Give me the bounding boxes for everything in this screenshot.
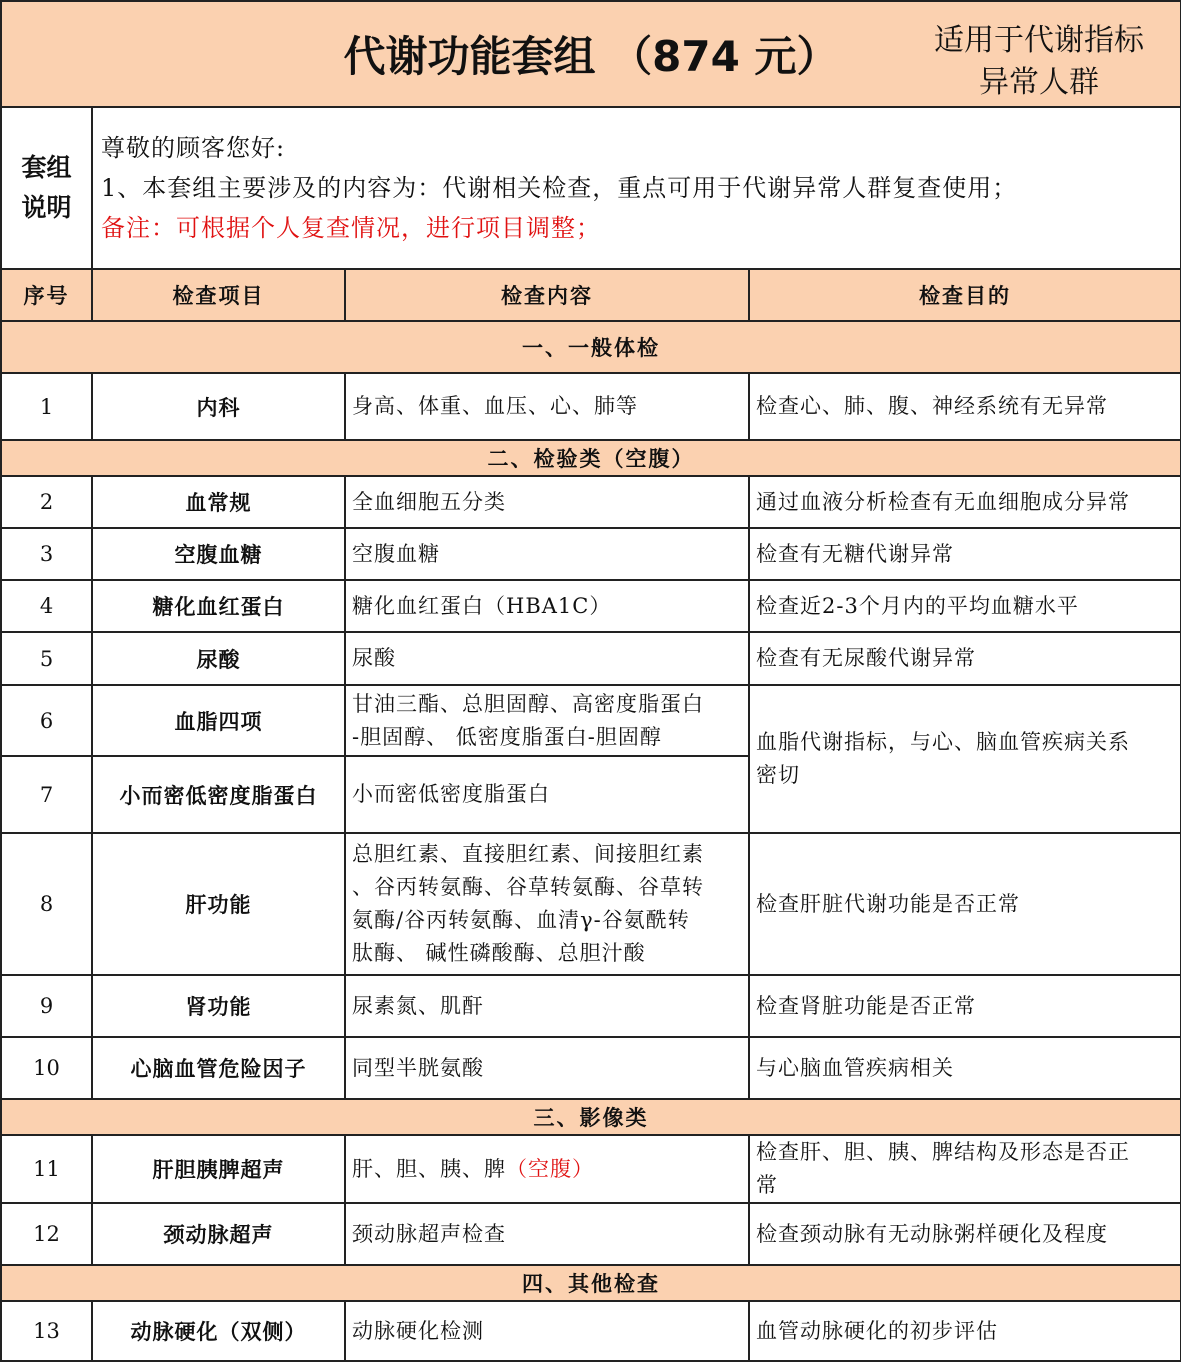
table-row — [1, 1203, 1181, 1265]
target-group: 适用于代谢指标 异常人群 — [934, 23, 1144, 100]
row-purpose: 检查有无糖代谢异常 — [749, 528, 1181, 580]
row-purpose: 检查肝脏代谢功能是否正常 — [749, 833, 1181, 975]
row-item: 血常规 — [92, 476, 345, 528]
col-header-purpose: 检查目的 — [749, 269, 1181, 321]
row-number: 2 — [1, 476, 92, 528]
row-item: 内科 — [92, 373, 345, 440]
table-row — [1, 833, 1181, 975]
row-number: 10 — [1, 1037, 92, 1099]
intro-remark: 备注：可根据个人复查情况，进行项目调整； — [101, 214, 601, 242]
table-row — [1, 476, 1181, 528]
intro-line: 1、本套组主要涉及的内容为：代谢相关检查，重点可用于代谢异常人群复查使用； — [101, 174, 1018, 202]
row-content: 糖化血红蛋白（HBA1C） — [345, 580, 749, 632]
table-row — [1, 1301, 1181, 1361]
title-row — [1, 1, 1181, 107]
row-content: 同型半胱氨酸 — [345, 1037, 749, 1099]
row-item: 尿酸 — [92, 632, 345, 685]
section-row — [1, 1265, 1181, 1301]
table-row — [1, 685, 1181, 756]
row-purpose: 血脂代谢指标，与心、脑血管疾病关系 密切 — [749, 685, 1181, 833]
section-imaging: 三、影像类 — [1, 1099, 1181, 1135]
row-number: 1 — [1, 373, 92, 440]
row-content: 尿酸 — [345, 632, 749, 685]
row-number: 3 — [1, 528, 92, 580]
table-row — [1, 975, 1181, 1037]
package-title: 代谢功能套组 （874 元） — [343, 32, 839, 81]
col-header-content: 检查内容 — [345, 269, 749, 321]
row-number: 5 — [1, 632, 92, 685]
table-row — [1, 528, 1181, 580]
row-item: 心脑血管危险因子 — [92, 1037, 345, 1099]
col-header-item: 检查项目 — [92, 269, 345, 321]
row-item: 血脂四项 — [92, 685, 345, 756]
fasting-note: （空腹） — [506, 1156, 594, 1181]
row-item: 动脉硬化（双侧） — [92, 1301, 345, 1361]
intro-greeting: 尊敬的顾客您好: — [101, 134, 286, 162]
row-content: 总胆红素、直接胆红素、间接胆红素 、谷丙转氨酶、谷草转氨酶、谷草转 氨酶/谷丙转氨酶、血清γ-谷氨酰转 肽酶、 碱性磷酸酶、总胆汁酸 — [345, 833, 749, 975]
table-row — [1, 373, 1181, 440]
row-content: 小而密低密度脂蛋白 — [345, 756, 749, 833]
intro-text — [92, 107, 1181, 269]
row-content: 尿素氮、肌酐 — [345, 975, 749, 1037]
row-content: 颈动脉超声检查 — [345, 1203, 749, 1265]
row-number: 11 — [1, 1135, 92, 1203]
row-item: 肾功能 — [92, 975, 345, 1037]
intro-row — [1, 107, 1181, 269]
row-purpose: 血管动脉硬化的初步评估 — [749, 1301, 1181, 1361]
row-purpose: 通过血液分析检查有无血细胞成分异常 — [749, 476, 1181, 528]
row-purpose: 检查近2-3个月内的平均血糖水平 — [749, 580, 1181, 632]
section-row — [1, 440, 1181, 476]
intro-label: 套组 说明 — [1, 107, 92, 269]
section-row — [1, 321, 1181, 373]
title-cell — [1, 1, 1181, 107]
row-purpose: 检查心、肺、腹、神经系统有无异常 — [749, 373, 1181, 440]
section-lab: 二、检验类（空腹） — [1, 440, 1181, 476]
row-purpose: 检查颈动脉有无动脉粥样硬化及程度 — [749, 1203, 1181, 1265]
row-number: 12 — [1, 1203, 92, 1265]
table-row — [1, 1037, 1181, 1099]
row-item: 肝功能 — [92, 833, 345, 975]
row-number: 9 — [1, 975, 92, 1037]
row-item: 小而密低密度脂蛋白 — [92, 756, 345, 833]
table-row — [1, 1135, 1181, 1203]
row-content: 身高、体重、血压、心、肺等 — [345, 373, 749, 440]
row-purpose: 检查肾脏功能是否正常 — [749, 975, 1181, 1037]
col-header-no: 序号 — [1, 269, 92, 321]
row-item: 颈动脉超声 — [92, 1203, 345, 1265]
row-item: 空腹血糖 — [92, 528, 345, 580]
row-content: 空腹血糖 — [345, 528, 749, 580]
row-content: 全血细胞五分类 — [345, 476, 749, 528]
row-number: 4 — [1, 580, 92, 632]
row-content: 动脉硬化检测 — [345, 1301, 749, 1361]
section-row — [1, 1099, 1181, 1135]
table-row — [1, 580, 1181, 632]
row-purpose: 检查有无尿酸代谢异常 — [749, 632, 1181, 685]
row-item: 糖化血红蛋白 — [92, 580, 345, 632]
row-item: 肝胆胰脾超声 — [92, 1135, 345, 1203]
column-header-row — [1, 269, 1181, 321]
section-general: 一、一般体检 — [1, 321, 1181, 373]
row-number: 7 — [1, 756, 92, 833]
table-row — [1, 632, 1181, 685]
row-purpose: 与心脑血管疾病相关 — [749, 1037, 1181, 1099]
row-content: 肝、胆、胰、脾（空腹） — [345, 1135, 749, 1203]
row-number: 8 — [1, 833, 92, 975]
row-number: 6 — [1, 685, 92, 756]
section-other: 四、其他检查 — [1, 1265, 1181, 1301]
row-number: 13 — [1, 1301, 92, 1361]
row-content: 甘油三酯、总胆固醇、高密度脂蛋白 -胆固醇、 低密度脂蛋白-胆固醇 — [345, 685, 749, 756]
row-purpose: 检查肝、胆、胰、脾结构及形态是否正 常 — [749, 1135, 1181, 1203]
